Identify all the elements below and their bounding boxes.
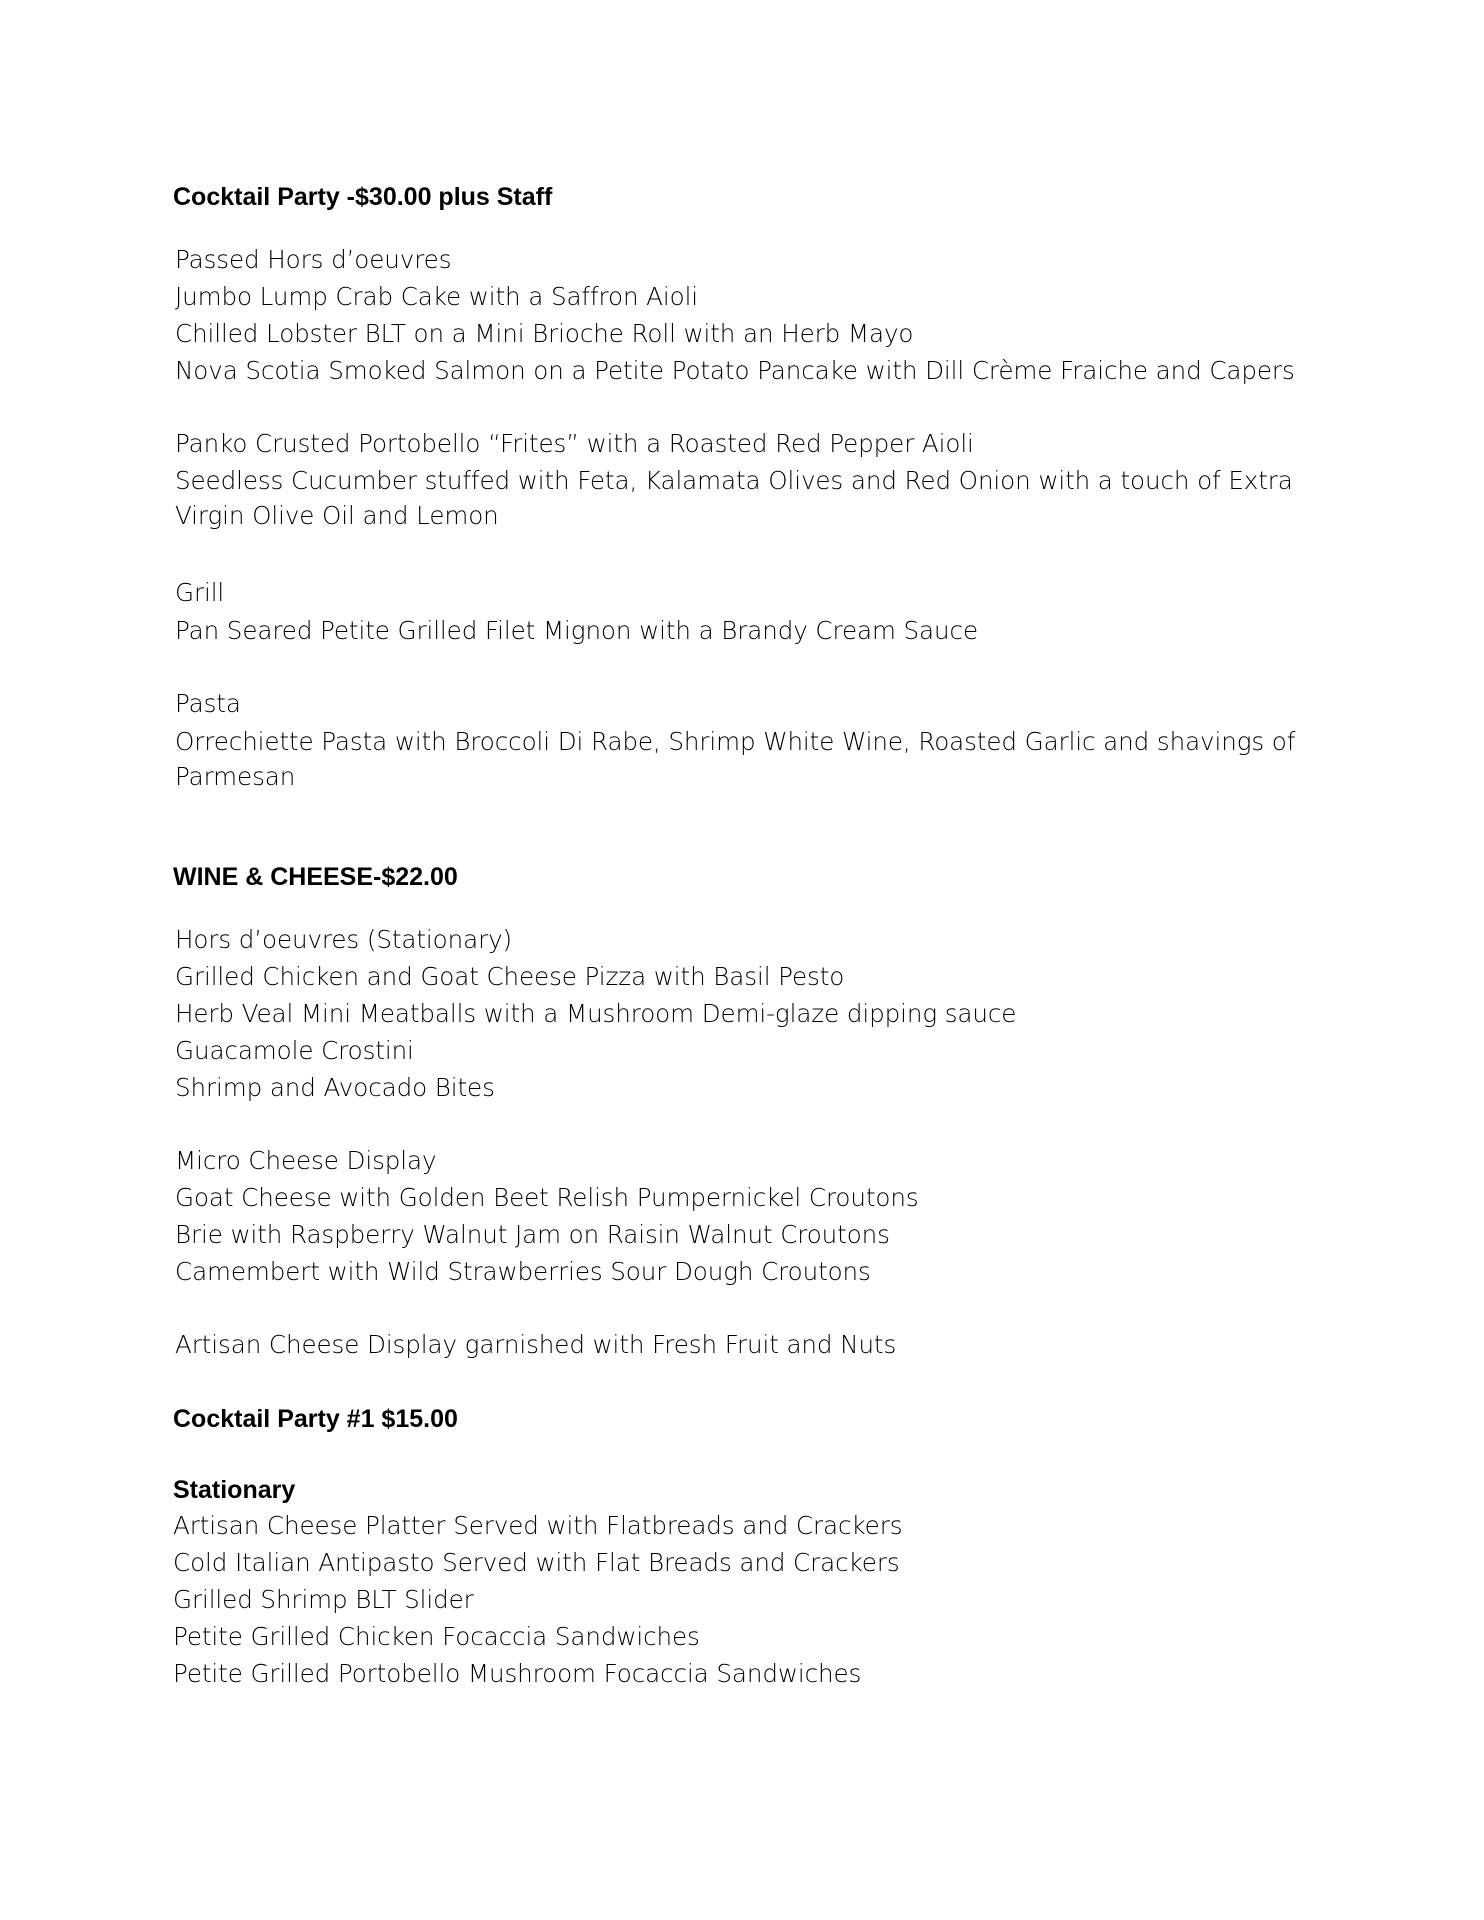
menu-item: Artisan Cheese Platter Served with Flatbreads and Crackers — [173, 1511, 903, 1540]
menu-item: Guacamole Crostini — [175, 1036, 414, 1065]
menu-item: Nova Scotia Smoked Salmon on a Petite Potato Pancake with Dill Crème Fraiche and Capers — [175, 356, 1295, 385]
menu-item: Panko Crusted Portobello “Frites” with a Roasted Red Pepper Aioli — [175, 429, 974, 458]
pasta-heading: Pasta — [175, 689, 241, 718]
menu-item: Orrechiette Pasta with Broccoli Di Rabe, Shrimp White Wine, Roasted Garlic and shavings of Parmesan — [175, 727, 1296, 791]
menu-item: Goat Cheese with Golden Beet Relish Pumpernickel Croutons — [175, 1183, 919, 1212]
menu-item: Petite Grilled Portobello Mushroom Focaccia Sandwiches — [173, 1659, 862, 1688]
stationary-heading: Stationary — [173, 1476, 296, 1504]
artisan-cheese-display: Artisan Cheese Display garnished with Fresh Fruit and Nuts — [175, 1330, 897, 1359]
menu-item: Pan Seared Petite Grilled Filet Mignon with a Brandy Cream Sauce — [175, 616, 978, 645]
menu-item: Seedless Cucumber stuffed with Feta, Kalamata Olives and Red Onion with a touch of Extra Virgin Olive Oil and Lemon — [175, 466, 1293, 530]
menu-item: Grilled Chicken and Goat Cheese Pizza with Basil Pesto — [175, 962, 845, 991]
grill-heading: Grill — [175, 578, 225, 607]
menu-item: Jumbo Lump Crab Cake with a Saffron Aioli — [175, 282, 699, 311]
menu-item: Herb Veal Mini Meatballs with a Mushroom Demi-glaze dipping sauce — [175, 999, 1017, 1028]
menu-item: Chilled Lobster BLT on a Mini Brioche Roll with an Herb Mayo — [175, 319, 914, 348]
section-title-wine-cheese: WINE & CHEESE-$22.00 — [173, 863, 458, 891]
passed-hors-doeuvres-heading: Passed Hors d’oeuvres — [175, 245, 452, 274]
hors-doeuvres-stationary-heading: Hors d’oeuvres (Stationary) — [175, 925, 513, 954]
menu-item: Grilled Shrimp BLT Slider — [173, 1585, 474, 1614]
section-title-cocktail-party-1: Cocktail Party #1 $15.00 — [173, 1405, 458, 1433]
menu-item: Shrimp and Avocado Bites — [175, 1073, 495, 1102]
micro-cheese-display-heading: Micro Cheese Display — [175, 1146, 437, 1175]
menu-item: Camembert with Wild Strawberries Sour Dough Croutons — [175, 1257, 871, 1286]
menu-item: Cold Italian Antipasto Served with Flat Breads and Crackers — [173, 1548, 900, 1577]
menu-item: Brie with Raspberry Walnut Jam on Raisin Walnut Croutons — [175, 1220, 890, 1249]
menu-item: Petite Grilled Chicken Focaccia Sandwiches — [173, 1622, 700, 1651]
section-title-cocktail-party-staff: Cocktail Party -$30.00 plus Staff — [173, 183, 553, 211]
